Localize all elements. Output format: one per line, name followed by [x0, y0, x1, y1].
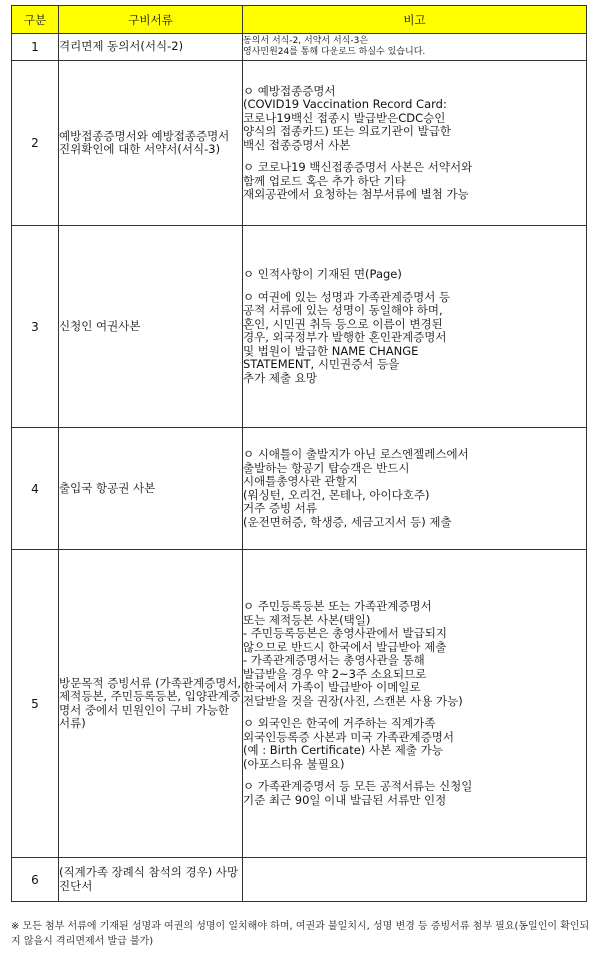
footnote: ※ 모든 첨부 서류에 기재된 성명과 여권의 성명이 일치해야 하며, 여권과 불일치시, 성명 변경 등 증빙서류 첨부 필요(동일인이 확인되지 않을시 격리면제서 발급 불가)	[11, 921, 590, 947]
header-remarks: 비고	[243, 6, 587, 34]
remarks-cell	[243, 428, 587, 550]
table-row	[12, 550, 587, 858]
document-name: 출입국 항공권 사본	[59, 428, 243, 550]
table-header-row	[12, 6, 587, 34]
header-category: 구분	[12, 6, 59, 34]
document-name: (직계가족 장례식 참석의 경우) 사망진단서	[59, 858, 243, 902]
row-number: 1	[12, 34, 59, 61]
remarks-cell	[243, 61, 587, 226]
remark-paragraph: ㅇ 주민등록등본 또는 가족관계증명서 또는 제적등본 사본(택일) - 주민등록등본은 총영사관에서 발급되지 않으므로 반드시 한국에서 발급받아 제출 - 가족관계증명서는 총영사관을 통해 발급받을 경우 약 2~3주 소요되므로 한국에서 가족이 발급받아 이메일로 전달받을 것을 권장(사진, 스캔본 사용 가능)	[243, 599, 463, 708]
remarks-cell	[243, 858, 587, 902]
remark-paragraph: ㅇ 시애틀이 출발지가 아닌 로스엔젤레스에서 출발하는 항공기 탑승객은 반드시 시애틀총영사관 관할지 (워싱턴, 오리건, 몬테나, 아이다호주) 거주 증빙 서류 (운전면허증, 학생증, 세금고지서 등) 제출	[243, 447, 469, 529]
remark-paragraph: ㅇ 예방접종증명서 (COVID19 Vaccination Record Card: 코로나19백신 접종시 발급받은CDC승인 양식의 접종카드) 또는 의료기관이 발급한 백신 접종증명서 사본	[243, 83, 451, 152]
row-number: 6	[12, 858, 59, 902]
remark-paragraph: ㅇ 인적사항이 기재된 면(Page)	[243, 267, 402, 281]
table-row	[12, 61, 587, 226]
row-number: 4	[12, 428, 59, 550]
remarks-cell	[243, 34, 587, 61]
remark-paragraph: ㅇ 여권에 있는 성명과 가족관계증명서 등 공적 서류에 있는 성명이 동일해야 하며, 혼인, 시민권 취득 등으로 이름이 변경된 경우, 외국정부가 발행한 혼인관계증명서 및 법원이 발급한 NAME CHANGE STATEMENT, 시민권증서 등을 추가 제출 요망	[243, 289, 451, 385]
table-row	[12, 226, 587, 428]
row-number: 3	[12, 226, 59, 428]
document-name: 방문목적 증빙서류 (가족관계증명서, 제적등본, 주민등록등본, 입양관계증명서 중에서 민원인이 구비 가능한 서류)	[59, 550, 243, 858]
table-row	[12, 428, 587, 550]
remarks-cell	[243, 550, 587, 858]
table-row	[12, 34, 587, 61]
document-name: 신청인 여권사본	[59, 226, 243, 428]
document-name: 예방접종증명서와 예방접종증명서 진위확인에 대한 서약서(서식-3)	[59, 61, 243, 226]
required-documents-table	[11, 5, 587, 902]
header-documents: 구비서류	[59, 6, 243, 34]
table-row	[12, 858, 587, 902]
remark-paragraph: ㅇ 가족관계증명서 등 모든 공적서류는 신청일 기준 최근 90일 이내 발급된 서류만 인정	[243, 779, 473, 807]
remark-paragraph: 동의서 서식-2, 서약서 서식-3은 영사민원24를 통해 다운로드 하실수 있습니다.	[243, 36, 426, 57]
remarks-cell	[243, 226, 587, 428]
row-number: 2	[12, 61, 59, 226]
row-number: 5	[12, 550, 59, 858]
remark-paragraph: ㅇ 외국인은 한국에 거주하는 직계가족 외국인등록증 사본과 미국 가족관계증명서 (예 : Birth Certificate) 사본 제출 가능 (아포스티유 불필요)	[243, 716, 454, 771]
remark-paragraph: ㅇ 코로나19 백신접종증명서 사본은 서약서와 함께 업로드 혹은 추가 하단 기타 재외공관에서 요청하는 첨부서류에 별첨 가능	[243, 160, 473, 201]
document-name: 격리면제 동의서(서식-2)	[59, 34, 243, 61]
